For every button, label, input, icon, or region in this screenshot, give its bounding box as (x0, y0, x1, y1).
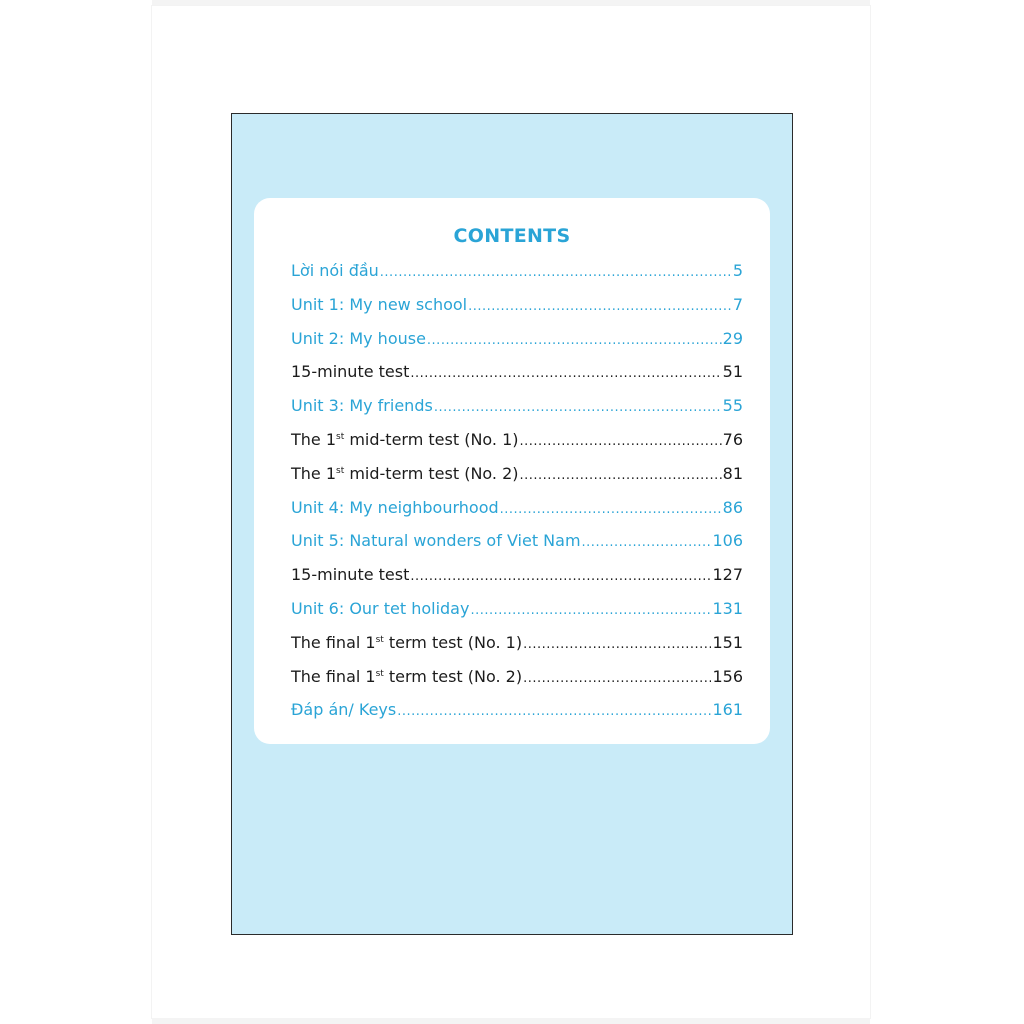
toc-entry (291, 362, 743, 396)
toc-page-number: 29 (722, 328, 743, 348)
dot-leader (470, 603, 711, 618)
toc-entry-title: The 1st mid-term test (No. 1) (291, 429, 519, 449)
dot-leader (397, 704, 711, 719)
toc-entry-title: 15-minute test (291, 565, 410, 585)
toc-entry (291, 430, 743, 464)
toc-entry (291, 329, 743, 363)
toc-page-number: 106 (712, 531, 743, 551)
dot-leader (520, 468, 722, 483)
dot-leader (523, 637, 711, 652)
toc-page-number: 127 (712, 565, 743, 585)
toc-entry-title: Unit 1: My new school (291, 294, 468, 314)
dot-leader (427, 333, 722, 348)
toc-entry (291, 498, 743, 532)
ordinal-suffix: st (336, 431, 345, 442)
toc-entry-title: Đáp án/ Keys (291, 700, 397, 720)
ordinal-suffix: st (375, 668, 384, 679)
dot-leader (410, 366, 721, 381)
dot-leader (500, 502, 722, 517)
toc-entry (291, 396, 743, 430)
dot-leader (410, 569, 711, 584)
book-page (231, 113, 793, 935)
toc-page-number: 76 (722, 429, 743, 449)
dot-leader (380, 265, 732, 280)
ordinal-suffix: st (336, 465, 345, 476)
toc-entry-title: Unit 4: My neighbourhood (291, 497, 499, 517)
toc-entry (291, 700, 743, 734)
toc-entry-title: Unit 5: Natural wonders of Viet Nam (291, 531, 581, 551)
toc-entry (291, 295, 743, 329)
ordinal-suffix: st (375, 634, 384, 645)
scan-edge-bottom (152, 1018, 870, 1024)
contents-card (254, 198, 770, 744)
dot-leader (523, 671, 711, 686)
toc-entry-title: Unit 2: My house (291, 328, 426, 348)
toc-page-number: 55 (722, 396, 743, 416)
toc-entry-title: Unit 3: My friends (291, 396, 433, 416)
toc-entry (291, 667, 743, 701)
dot-leader (468, 299, 732, 314)
dot-leader (520, 434, 722, 449)
toc-entry (291, 565, 743, 599)
toc-entry (291, 633, 743, 667)
toc-page-number: 7 (732, 294, 743, 314)
toc-entry (291, 531, 743, 565)
toc-page-number: 51 (722, 362, 743, 382)
toc-page-number: 81 (722, 463, 743, 483)
dot-leader (434, 400, 722, 415)
dot-leader (582, 535, 712, 550)
toc-entry-title: The final 1st term test (No. 2) (291, 666, 523, 686)
toc-page-number: 131 (712, 598, 743, 618)
toc-page-number: 161 (712, 700, 743, 720)
toc-entry (291, 599, 743, 633)
toc-page-number: 156 (712, 666, 743, 686)
toc-page-number: 5 (732, 261, 743, 280)
contents-title: CONTENTS (453, 225, 571, 247)
toc-entry-title: Lời nói đầu (291, 261, 379, 280)
toc-entry-title: The 1st mid-term test (No. 2) (291, 463, 519, 483)
toc-page-number: 86 (722, 497, 743, 517)
toc-entry-title: Unit 6: Our tet holiday (291, 598, 470, 618)
toc-entry-title: The final 1st term test (No. 1) (291, 632, 523, 652)
toc-page-number: 151 (712, 632, 743, 652)
toc-entry (291, 464, 743, 498)
toc-entry (291, 261, 743, 295)
table-of-contents (291, 261, 743, 734)
toc-entry-title: 15-minute test (291, 362, 410, 382)
